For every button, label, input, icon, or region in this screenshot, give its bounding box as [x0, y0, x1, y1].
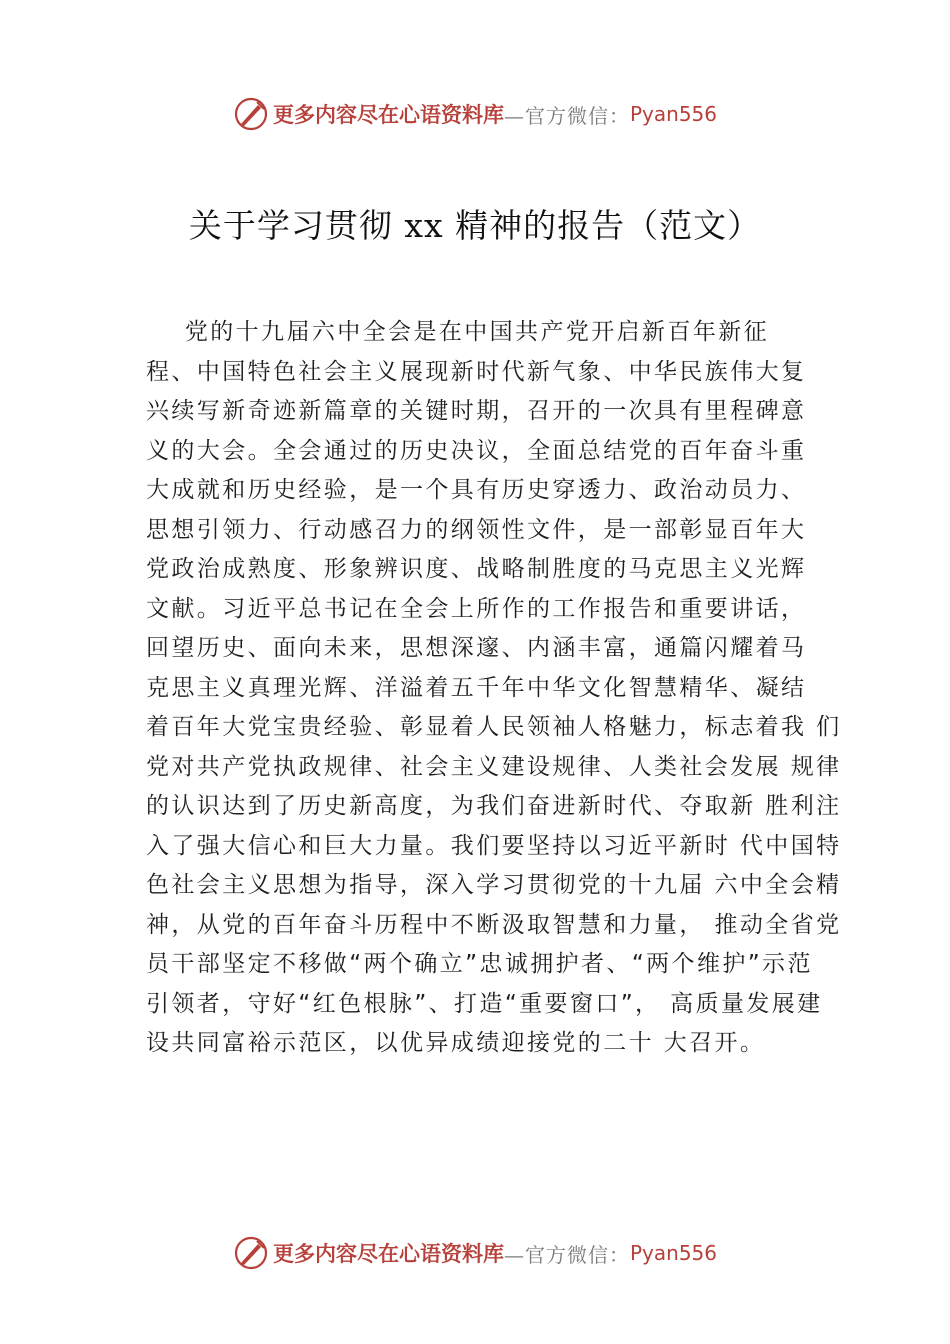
- body-line: 兴续写新奇迹新篇章的关键时期，召开的一次具有里程碑意: [146, 398, 807, 424]
- header-wechat-id: Pyan556: [629, 102, 717, 126]
- header-banner: [0, 92, 950, 136]
- body-line: 党的十九届六中全会是在中国共产党开启新百年新征: [146, 319, 770, 345]
- body-line: 思想引领力、行动感召力的纲领性文件，是一部彰显百年大: [146, 516, 807, 543]
- body-line: 神，从党的百年奋斗历程中不断汲取智慧和力量， 推动全省党: [146, 911, 842, 938]
- body-line: 党对共产党执政规律、社会主义建设规律、人类社会发展 规律: [146, 753, 842, 780]
- body-line: 的认识达到了历史新高度，为我们奋进新时代、夺取新 胜利注: [146, 793, 842, 819]
- body-line: 党政治成熟度、形象辨识度、战略制胜度的马克思主义光辉: [146, 556, 807, 582]
- document-title: 关于学习贯彻 xx 精神的报告（范文）: [188, 206, 762, 245]
- body-line: 义的大会。全会通过的历史决议，全面总结党的百年奋斗重: [146, 437, 807, 464]
- body-line: 色社会主义思想为指导，深入学习贯彻党的十九届 六中全会精: [146, 872, 842, 898]
- document-body: [146, 313, 842, 1064]
- footer-brand-text: 更多内容尽在心语资料库: [272, 1241, 504, 1266]
- body-line: 引领者，守好“红色根脉”、打造“重要窗口”， 高质量发展建: [146, 990, 823, 1017]
- footer-banner: [0, 1231, 950, 1275]
- body-line: 着百年大党宝贵经验、彰显着人民领袖人格魅力，标志着我 们: [146, 714, 842, 740]
- body-line: 文献。习近平总书记在全会上所作的工作报告和重要讲话，: [146, 595, 807, 622]
- quill-pen-logo-icon: [233, 1235, 269, 1271]
- quill-pen-logo-icon: [233, 96, 269, 132]
- header-official-label: —官方微信：: [503, 103, 630, 128]
- footer-official-label: —官方微信：: [503, 1242, 630, 1267]
- footer-wechat-id: Pyan556: [629, 1241, 717, 1265]
- body-line: 大成就和历史经验，是一个具有历史穿透力、政治动员力、: [146, 477, 807, 503]
- body-line: 设共同富裕示范区，以优异成绩迎接党的二十 大召开。: [146, 1030, 766, 1056]
- body-line: 员干部坚定不移做“两个确立”忠诚拥护者、“两个维护”示范: [146, 951, 813, 977]
- body-line: 回望历史、面向未来，思想深邃、内涵丰富，通篇闪耀着马: [146, 635, 807, 661]
- body-line: 入了强大信心和巨大力量。我们要坚持以习近平新时 代中国特: [146, 832, 842, 859]
- body-line: 克思主义真理光辉、洋溢着五千年中华文化智慧精华、凝结: [146, 674, 807, 701]
- header-brand-text: 更多内容尽在心语资料库: [272, 102, 504, 127]
- body-line: 程、中国特色社会主义展现新时代新气象、中华民族伟大复: [146, 358, 807, 385]
